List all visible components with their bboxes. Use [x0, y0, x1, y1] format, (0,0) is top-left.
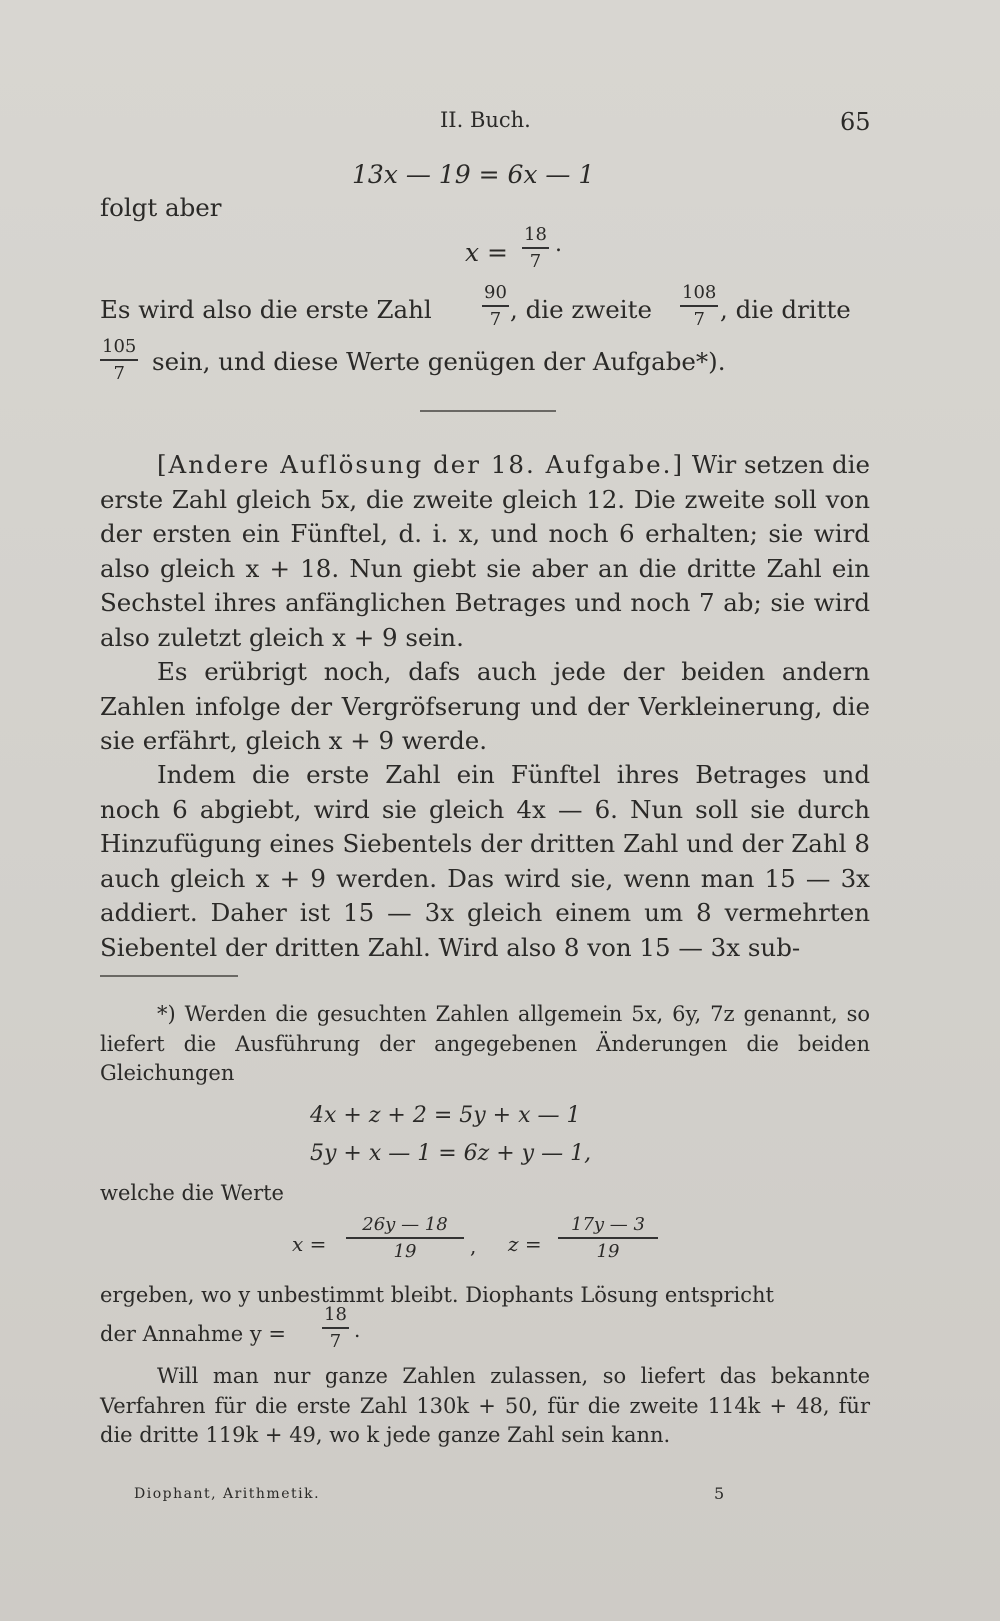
- footnote-equation-1: 4x + z + 2 = 5y + x — 1: [310, 1103, 581, 1128]
- footnote-intro: *) Werden die gesuchten Zahlen allgemein 5x, 6y, 7z genannt, so liefert die Ausführung der angegebenen Änderungen die beiden Gleichungen: [100, 1002, 870, 1085]
- paragraph-3: Indem die erste Zahl ein Fünftel ihres Betrages und noch 6 abgiebt, wird sie gleich 4x — 6. Nun soll sie durch Hinzufügung eines Siebentels der dritten Zahl und der Zahl 8 auch gleich x + 9 werden. Das wird sie, wenn man 15 — 3x addiert. Daher ist 15 — 3x gleich einem um 8 vermehrten Siebentel der dritten Zahl. Wird also 8 von 15 — 3x sub-: [100, 760, 870, 962]
- comma: ,: [470, 1234, 477, 1258]
- text-folgt-aber: folgt aber: [100, 193, 222, 222]
- text-die-zweite: , die zweite: [510, 295, 652, 324]
- fraction-x-value: 26y — 18 19: [346, 1214, 464, 1262]
- text-sein-und-diese: sein, und diese Werte genügen der Aufgabe*).: [152, 347, 726, 376]
- equation-2-lhs: x =: [465, 238, 508, 267]
- footnote-divider: [100, 975, 238, 977]
- fraction-z-value: 17y — 3 19: [558, 1214, 658, 1262]
- equation-1: 13x — 19 = 6x — 1: [352, 160, 595, 189]
- fraction-numerator: 18: [524, 224, 547, 245]
- fraction-18-7-annahme: 18 7: [324, 1304, 347, 1352]
- paragraph-1-text: Wir setzen die erste Zahl gleich 5x, die zweite gleich 12. Die zweite soll von der ersten ein Fünftel, d. i. x, und noch 6 erhalten; sie wird also gleich x + 18. Nun giebt sie aber an die dritte Zahl ein Sechstel ihres anfänglichen Betrages und noch 7 ab; sie wird also zuletzt gleich x + 9 sein.: [100, 450, 870, 652]
- annahme-period: .: [354, 1318, 361, 1342]
- section-divider: [420, 410, 556, 412]
- text-der-annahme: der Annahme y =: [100, 1322, 286, 1346]
- footer-sheet-number: 5: [714, 1484, 725, 1503]
- fraction-denominator: 7: [529, 250, 542, 272]
- paragraph-2: Es erübrigt noch, dafs auch jede der beiden andern Zahlen infolge der Vergröfserung und der Verkleinerung, die sie erfährt, gleich x + 9 werde.: [100, 657, 870, 755]
- running-title: II. Buch.: [440, 108, 531, 132]
- text-die-dritte: , die dritte: [720, 295, 851, 324]
- text-welche-die-werte: welche die Werte: [100, 1181, 284, 1205]
- page-number: 65: [840, 108, 871, 136]
- fraction-90-7: 90 7: [484, 282, 507, 330]
- fraction-108-7: 108 7: [682, 282, 717, 330]
- footer-signature: Diophant, Arithmetik.: [134, 1486, 321, 1502]
- equation-2-period: .: [555, 232, 562, 257]
- footnote-will-man: Will man nur ganze Zahlen zulassen, so liefert das bekannte Verfahren für die erste Zahl 130k + 50, für die zweite 114k + 48, für die dritte 119k + 49, wo k jede ganze Zahl sein kann.: [100, 1364, 870, 1447]
- text-es-wird-also: Es wird also die erste Zahl: [100, 295, 432, 324]
- section-heading: [Andere Auflösung der 18. Aufgabe.]: [157, 450, 684, 479]
- x-lhs: x =: [292, 1232, 327, 1256]
- paragraph-1: [100, 448, 870, 655]
- footnote-equation-2: 5y + x — 1 = 6z + y — 1,: [310, 1141, 592, 1166]
- fraction-105-7: 105 7: [102, 336, 137, 384]
- text-ergeben: ergeben, wo y unbestimmt bleibt. Diophants Lösung entspricht: [100, 1283, 774, 1307]
- z-lhs: z =: [508, 1232, 542, 1256]
- fraction-18-7: [522, 224, 549, 272]
